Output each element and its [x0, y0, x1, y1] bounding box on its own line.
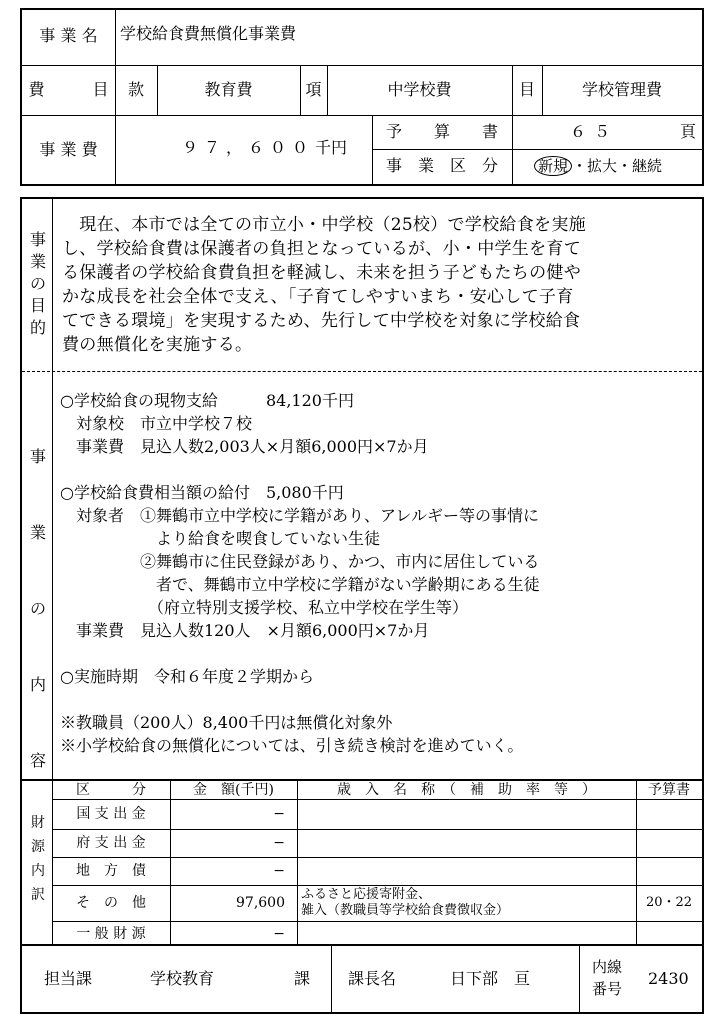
category-options: [534, 156, 662, 176]
funding-header-amount: 金 額(千円): [193, 782, 274, 798]
funding-label: 財 源 内 訳: [31, 815, 45, 903]
funding-row-category: そ の 他: [76, 895, 146, 911]
funding-row-category: 地 方 債: [76, 863, 146, 879]
kou-label: 項: [305, 80, 322, 99]
content-line: ②舞鶴市に住民登録があり、かつ、市内に居住している: [60, 552, 540, 571]
funding-header-category: 区 分: [76, 782, 146, 798]
ext-label-2: 番号: [592, 980, 623, 998]
funding-header-budget: 予算書: [648, 782, 690, 798]
content-line: [60, 458, 540, 481]
himoku-label: 費 目: [28, 80, 109, 99]
content-line: ※小学校給食の無償化については、引き続き検討を進めていく。: [60, 736, 524, 755]
budget-book-label: 予 算 書: [385, 122, 498, 141]
project-name-label: 事 業 名: [39, 26, 98, 45]
funding-row-amount: −: [273, 835, 285, 851]
funding-row-amount: 97,600: [236, 895, 285, 911]
content-line: 対象校 市立中学校７校: [60, 414, 253, 433]
content-line: ○学校給食の現物支給 84,120千円: [60, 391, 354, 410]
content-line: 対象者 ①舞鶴市立中学校に学籍があり、アレルギー等の事情に: [60, 506, 539, 525]
funding-row-category: 府 支 出 金: [76, 835, 146, 851]
funding-header-revenue: 歳 入 名 称 （ 補 助 率 等 ）: [337, 782, 596, 798]
cost-unit: 千円: [315, 138, 348, 157]
purpose-line: る保護者の学校給食費負担を軽減し、未来を担う子どもたちの健や: [62, 263, 581, 283]
content-line: より給食を喫食していない生徒: [60, 529, 381, 548]
content-line: 事業費 見込人数2,003人×月額6,000円×7か月: [60, 437, 429, 456]
kan-value: 教育費: [204, 80, 253, 99]
funding-row-category: 一 般 財 源: [76, 926, 146, 942]
funding-row-category: 国 支 出 金: [76, 806, 146, 822]
kan-label: 款: [127, 80, 144, 99]
dept-label: 担当課: [44, 969, 93, 988]
category-selected: 新規: [534, 156, 572, 176]
content-line: ○実施時期 令和６年度２学期から: [60, 667, 314, 686]
purpose-line: し、学校給食費は保護者の負担となっているが、小・中学生を育て: [62, 239, 581, 259]
category-label: 事 業 区 分: [385, 156, 498, 175]
funding-row-amount: −: [273, 926, 285, 942]
project-name: 学校給食費無償化事業費: [120, 24, 297, 43]
content-text: [60, 389, 540, 757]
content-line: ○学校給食費相当額の給付 5,080千円: [60, 483, 344, 502]
kou-value: 中学校費: [387, 80, 452, 99]
content-line: ※教職員（200人）8,400千円は無償化対象外: [60, 713, 393, 732]
content-line: [60, 642, 540, 665]
purpose-label: 事 業 の 目 的: [29, 230, 46, 337]
cost-value: ９７，６００: [182, 138, 315, 157]
dept-value: 学校教育: [150, 969, 215, 988]
purpose-text: [62, 213, 586, 357]
purpose-line: 費の無償化を実施する。: [62, 335, 253, 355]
funding-row-revenue: 雑入（教職員等学校給食費徴収金）: [301, 903, 510, 918]
purpose-line: てできる環境」を実現するため、先行して中学校を対象に学校給食: [62, 311, 581, 331]
purpose-line: 現在、本市では全ての市立小・中学校（25校）で学校給食を実施: [62, 215, 586, 235]
manager-value: 日下部 亘: [450, 969, 531, 988]
ext-value: 2430: [648, 969, 689, 988]
manager-label: 課長名: [348, 969, 397, 988]
content-line: [60, 688, 540, 711]
ext-label-1: 内線: [592, 958, 623, 976]
cost-label: 事 業 費: [39, 140, 98, 159]
budget-page-number: ６５: [570, 122, 619, 141]
moku-value: 学校管理費: [581, 80, 662, 99]
moku-label: 目: [518, 80, 535, 99]
main-table: [20, 197, 704, 1014]
budget-page-unit: 頁: [680, 122, 697, 141]
category-rest: ・拡大・継続: [572, 157, 663, 175]
content-line: 者で、舞鶴市立中学校に学籍がない学齢期にある生徒: [60, 575, 540, 594]
funding-row-budget: 20・22: [645, 895, 693, 910]
dept-suffix: 課: [294, 969, 311, 988]
purpose-line: かな成長を社会全体で支え、「子育てしやすいまち・安心して子育: [62, 287, 574, 307]
content-label: 事 業 の 内 容: [29, 447, 46, 770]
funding-row-amount: −: [273, 806, 285, 822]
content-line: （府立特別支援学校、私立中学校在学生等）: [60, 598, 469, 617]
funding-row-revenue: ふるさと応援寄附金、: [301, 887, 432, 902]
header-table: [20, 8, 704, 186]
content-line: 事業費 見込人数120人 ×月額6,000円×7か月: [60, 621, 430, 640]
funding-row-amount: −: [273, 863, 285, 879]
